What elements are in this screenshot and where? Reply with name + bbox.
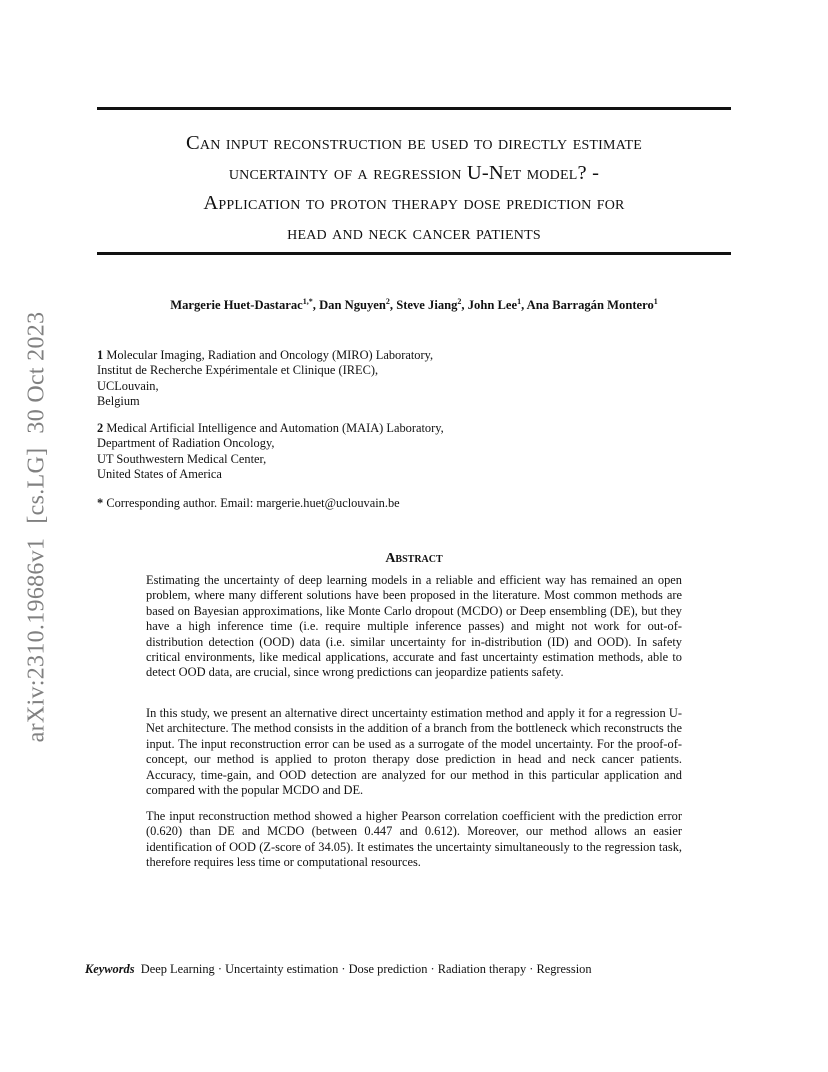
keywords-text: Deep Learning · Uncertainty estimation · Dose prediction · Radiation therapy · Regression (140, 962, 592, 976)
author-name: Ana Barragán Montero (526, 298, 654, 312)
abstract-paragraph: The input reconstruction method showed a higher Pearson correlation coefficient with the prediction error (0.620) than DE and MCDO (between 0.447 and 0.612). Moreover, our method allows an easier identification of OOD (Z-score of 34.05). It estimates the uncertainty simultaneously to the regression task, therefore requires less time or computational resources. (146, 809, 682, 870)
title-line: head and neck cancer patients (287, 222, 541, 244)
abstract-paragraph: Estimating the uncertainty of deep learning models in a reliable and efficient way has remained an open problem, where many different solutions have been proposed in the literature. Most common methods are based on Bayesian approximations, like Monte Carlo dropout (MCDO) or Deep ensembling (DE), but they have a high inference time (i.e. require multiple inference passes) and might not work for out-of-distribution detection (OOD) data (i.e. similar uncertainty for in-distribution (ID) and OOD). In safety critical environments, like medical applications, accurate and fast uncertainty estimation methods, able to detect OOD data, are crucial, since wrong predictions can jeopardize patients safety. (146, 573, 682, 680)
affiliation-line: UCLouvain, (97, 378, 159, 393)
abstract-heading: Abstract (385, 551, 443, 566)
affiliation-2 (97, 421, 444, 483)
affiliation-line: Medical Artificial Intelligence and Automation (MAIA) Laboratory, (106, 421, 444, 435)
author-affiliation-mark: 2 (457, 296, 462, 306)
affiliation-line: Department of Radiation Oncology, (97, 436, 275, 451)
corresponding-mark: * (97, 496, 104, 510)
affiliation-1 (97, 348, 433, 410)
arxiv-date: 30 Oct 2023 (23, 311, 50, 434)
title-bottom-rule (97, 252, 731, 255)
paper-title (97, 128, 731, 248)
title-line: Application to proton therapy dose prediction for (203, 192, 625, 214)
abstract-paragraph: In this study, we present an alternative direct uncertainty estimation method and apply it for a regression U-Net architecture. The method consists in the addition of a branch from the bottleneck which reconstructs the input. The input reconstruction error can be used as a surrogate of the model uncertainty. For the proof-of-concept, our method is applied to proton therapy dose prediction in head and neck cancer patients. Accuracy, time-gain, and OOD detection are analyzed for our method in this particular application and compared with the popular MCDO and DE. (146, 706, 682, 798)
author-affiliation-mark: 2 (385, 296, 390, 306)
arxiv-id: arXiv:2310.19686v1 (23, 537, 50, 743)
author-list: Margerie Huet-Dastarac$^{1,*}$, Dan Nguyen$^2$, Steve Jiang$^2$, John Lee$^1$, Ana Barragán Montero$^1$ (170, 296, 658, 312)
author-name: Steve Jiang (396, 298, 458, 312)
author-affiliation-mark: 1,* (302, 296, 313, 306)
affiliation-line: UT Southwestern Medical Center, (97, 451, 267, 466)
title-line: Can input reconstruction be used to directly estimate (186, 132, 642, 154)
affiliation-line: Molecular Imaging, Radiation and Oncology (MIRO) Laboratory, (106, 348, 434, 362)
corresponding-text[interactable]: Corresponding author. Email: margerie.huet@uclouvain.be (106, 496, 400, 510)
keywords (85, 962, 592, 977)
title-top-rule (97, 107, 731, 110)
affiliation-line: Institut de Recherche Expérimentale et Clinique (IREC), (97, 363, 379, 378)
arxiv-category: [cs.LG] (23, 447, 50, 524)
title-line: uncertainty of a regression U-Net model? - (228, 162, 600, 184)
arxiv-stamp (24, 298, 51, 743)
author-name: Dan Nguyen (319, 298, 386, 312)
author-affiliation-mark: 1 (517, 296, 522, 306)
affiliation-number: 1 (97, 348, 104, 362)
author-affiliation-mark: 1 (653, 296, 658, 306)
author-name: Margerie Huet-Dastarac (170, 298, 303, 312)
affiliation-line: Belgium (97, 394, 140, 409)
keywords-label: Keywords (85, 962, 135, 976)
author-name: John Lee (467, 298, 518, 312)
affiliation-line: United States of America (97, 467, 222, 482)
affiliation-number: 2 (97, 421, 104, 435)
corresponding-author (97, 496, 400, 511)
